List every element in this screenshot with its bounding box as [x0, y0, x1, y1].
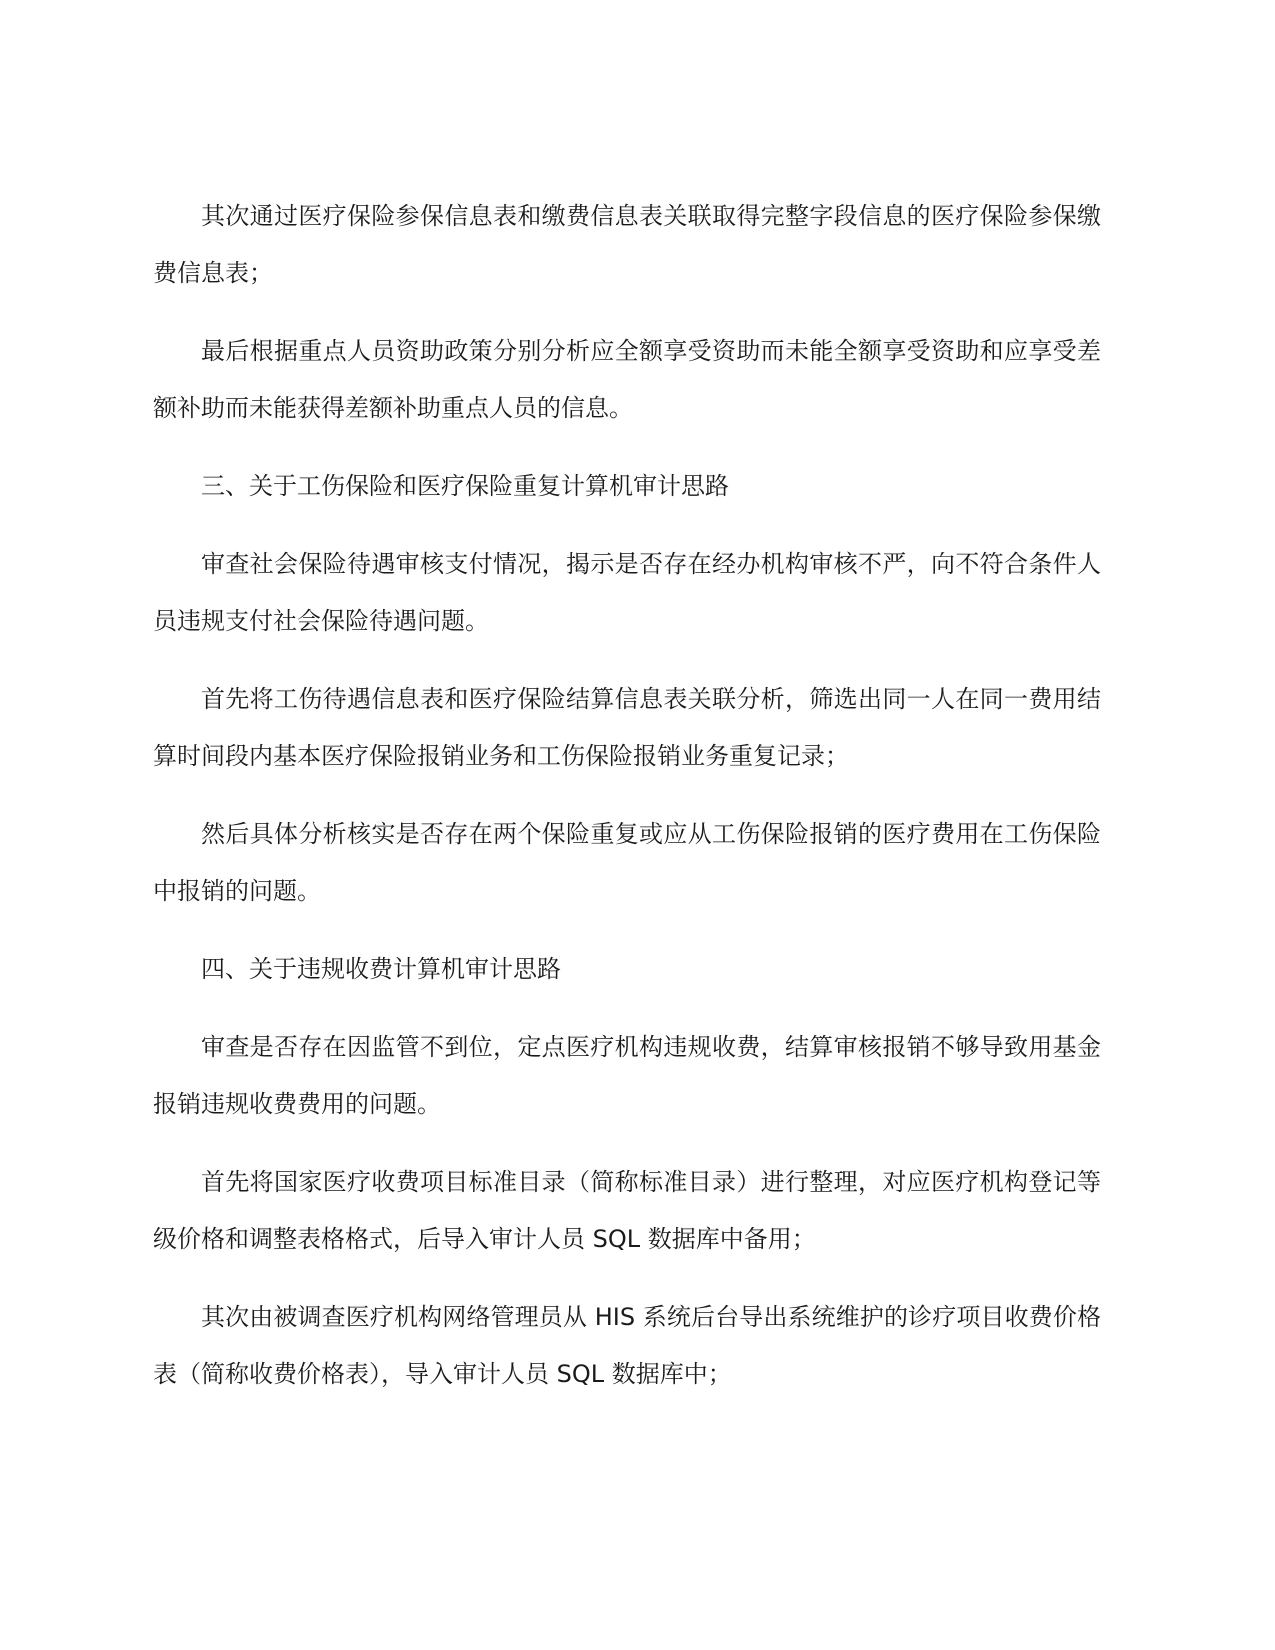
- document-body: [153, 188, 1101, 1424]
- paragraph-3: 审查社会保险待遇审核支付情况，揭示是否存在经办机构审核不严，向不符合条件人员违规支付社会保险待遇问题。: [153, 550, 1101, 635]
- paragraph-5: 然后具体分析核实是否存在两个保险重复或应从工伤保险报销的医疗费用在工伤保险中报销的问题。: [153, 820, 1101, 905]
- section-heading-3: 三、关于工伤保险和医疗保险重复计算机审计思路: [201, 472, 729, 500]
- paragraph-7: 首先将国家医疗收费项目标准目录（简称标准目录）进行整理，对应医疗机构登记等级价格和调整表格格式，后导入审计人员 SQL 数据库中备用；: [153, 1168, 1101, 1253]
- paragraph-2: 最后根据重点人员资助政策分别分析应全额享受资助而未能全额享受资助和应享受差额补助而未能获得差额补助重点人员的信息。: [153, 337, 1101, 422]
- paragraph-8: 其次由被调查医疗机构网络管理员从 HIS 系统后台导出系统维护的诊疗项目收费价格表（简称收费价格表），导入审计人员 SQL 数据库中；: [153, 1303, 1101, 1388]
- paragraph-6: 审查是否存在因监管不到位，定点医疗机构违规收费，结算审核报销不够导致用基金报销违规收费费用的问题。: [153, 1033, 1101, 1118]
- paragraph-4: 首先将工伤待遇信息表和医疗保险结算信息表关联分析，筛选出同一人在同一费用结算时间段内基本医疗保险报销业务和工伤保险报销业务重复记录；: [153, 685, 1101, 770]
- paragraph-1: 其次通过医疗保险参保信息表和缴费信息表关联取得完整字段信息的医疗保险参保缴费信息表；: [153, 202, 1101, 287]
- section-heading-4: 四、关于违规收费计算机审计思路: [201, 955, 561, 983]
